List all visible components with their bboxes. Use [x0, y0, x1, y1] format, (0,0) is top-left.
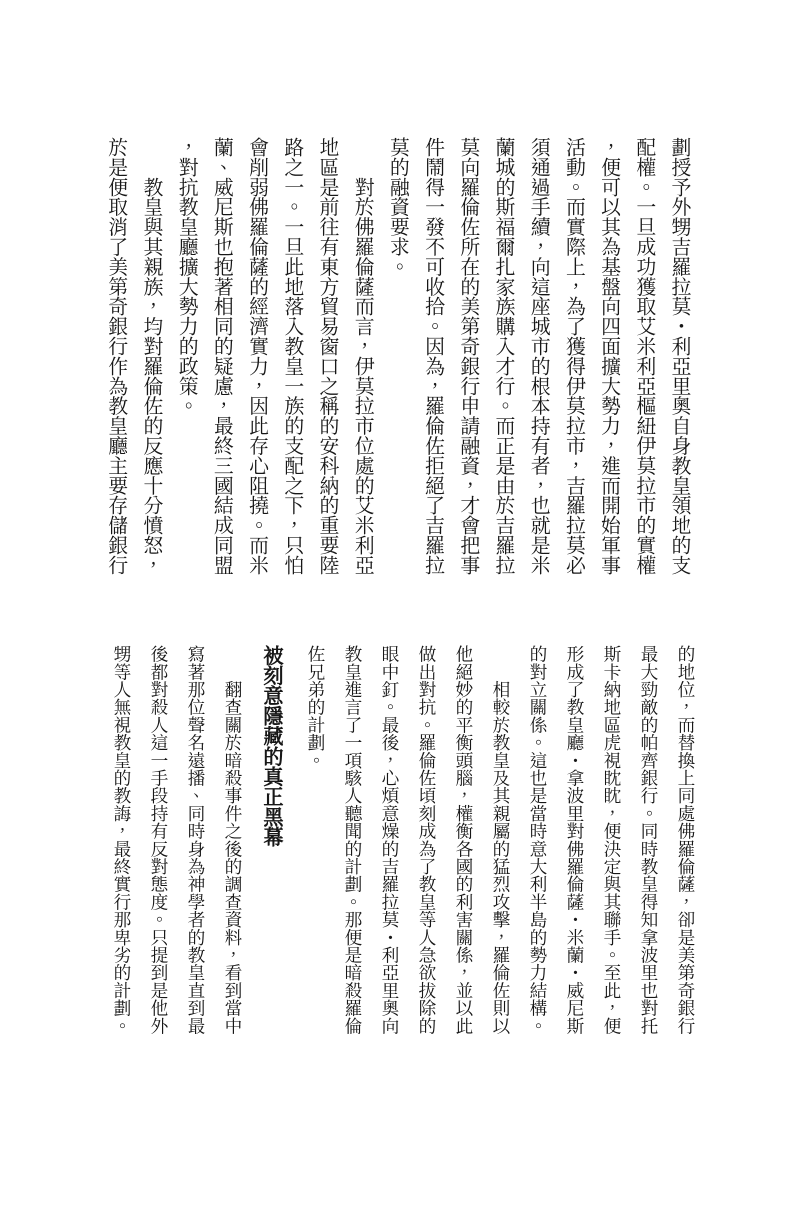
text-column: 劃授予外甥吉羅拉莫・利亞里奧自身教皇領地的支 — [668, 137, 690, 575]
text-column: 活動。而實際上，為了獲得伊莫拉市，吉羅拉莫必 — [562, 137, 585, 575]
bottom-text-block — [103, 645, 704, 1035]
text-column: 甥等人無視教皇的教誨，最終實行那卑劣的計劃。 — [112, 645, 132, 1035]
text-column: 路之一。一旦此地落入教皇一族的支配之下，只怕 — [280, 137, 303, 575]
text-column: 莫向羅倫佐所在的美第奇銀行申請融資，才會把事 — [456, 137, 479, 575]
section-heading: 被刻意隱藏的真正黑幕 — [260, 645, 282, 847]
text-column: 佐兄弟的計劃。 — [306, 645, 326, 769]
text-column: 地區是前往有東方貿易窗口之稱的安科納的重要陸 — [315, 137, 338, 575]
text-column: 配權。一旦成功獲取艾米利亞樞紐伊莫拉市的實權 — [632, 137, 655, 575]
text-column: 做出對抗。羅倫佐頃刻成為了教皇等人急欲拔除的 — [417, 645, 437, 1035]
text-column: 蘭、威尼斯也抱著相同的疑慮，最終三國結成同盟 — [210, 137, 233, 575]
text-column: 莫的融資要求。 — [386, 137, 409, 277]
text-column: 會削弱佛羅倫薩的經濟實力，因此存心阻撓。而米 — [245, 137, 268, 575]
text-column: 斯卡納地區虎視眈眈，便決定與其聯手。至此，便 — [602, 645, 622, 1035]
text-column: 後都對殺人這一手段持有反對態度。只提到是他外 — [149, 645, 169, 1035]
text-column: 形成了教皇廳・拿波里對佛羅倫薩・米蘭・威尼斯 — [565, 645, 585, 1035]
text-column: 寫著那位聲名遠播、同時身為神學者的教皇直到最 — [186, 645, 206, 1035]
text-column: 於是便取消了美第奇銀行作為教皇廳主要存儲銀行 — [104, 137, 127, 575]
text-column: 眼中釘。最後，心煩意燥的吉羅拉莫・利亞里奧向 — [380, 645, 400, 1035]
text-column: 對於佛羅倫薩而言，伊莫拉市位處的艾米利亞 — [351, 137, 374, 575]
text-column: 教皇進言了一項駭人聽聞的計劃。那便是暗殺羅倫 — [343, 645, 363, 1035]
text-column: 件鬧得一發不可收拾。因為，羅倫佐拒絕了吉羅拉 — [421, 137, 444, 575]
text-column: 的地位，而替換上同處佛羅倫薩，卻是美第奇銀行 — [676, 645, 696, 1035]
text-column: ，對抗教皇廳擴大勢力的政策。 — [175, 137, 198, 416]
text-column: 翻查關於暗殺事件之後的調查資料，看到當中 — [223, 645, 243, 1035]
text-column: 最大勁敵的帕齊銀行。同時教皇得知拿波里也對托 — [639, 645, 659, 1035]
text-column: 教皇與其親族，均對羅倫佐的反應十分憤怒， — [139, 137, 162, 575]
text-column: ，便可以其為基盤向四面擴大勢力，進而開始軍事 — [597, 137, 620, 575]
text-column: 的對立關係。這也是當時意大利半島的勢力結構。 — [528, 645, 548, 1035]
text-column: 須通過手續，向這座城市的根本持有者，也就是米 — [527, 137, 550, 575]
text-column: 蘭城的斯福爾扎家族購入才行。而正是由於吉羅拉 — [491, 137, 514, 575]
text-column: 相較於教皇及其親屬的猛烈攻擊，羅倫佐則以 — [491, 645, 511, 1035]
text-column: 他絕妙的平衡頭腦，權衡各國的利害關係，並以此 — [454, 645, 474, 1035]
top-text-block — [98, 137, 696, 575]
